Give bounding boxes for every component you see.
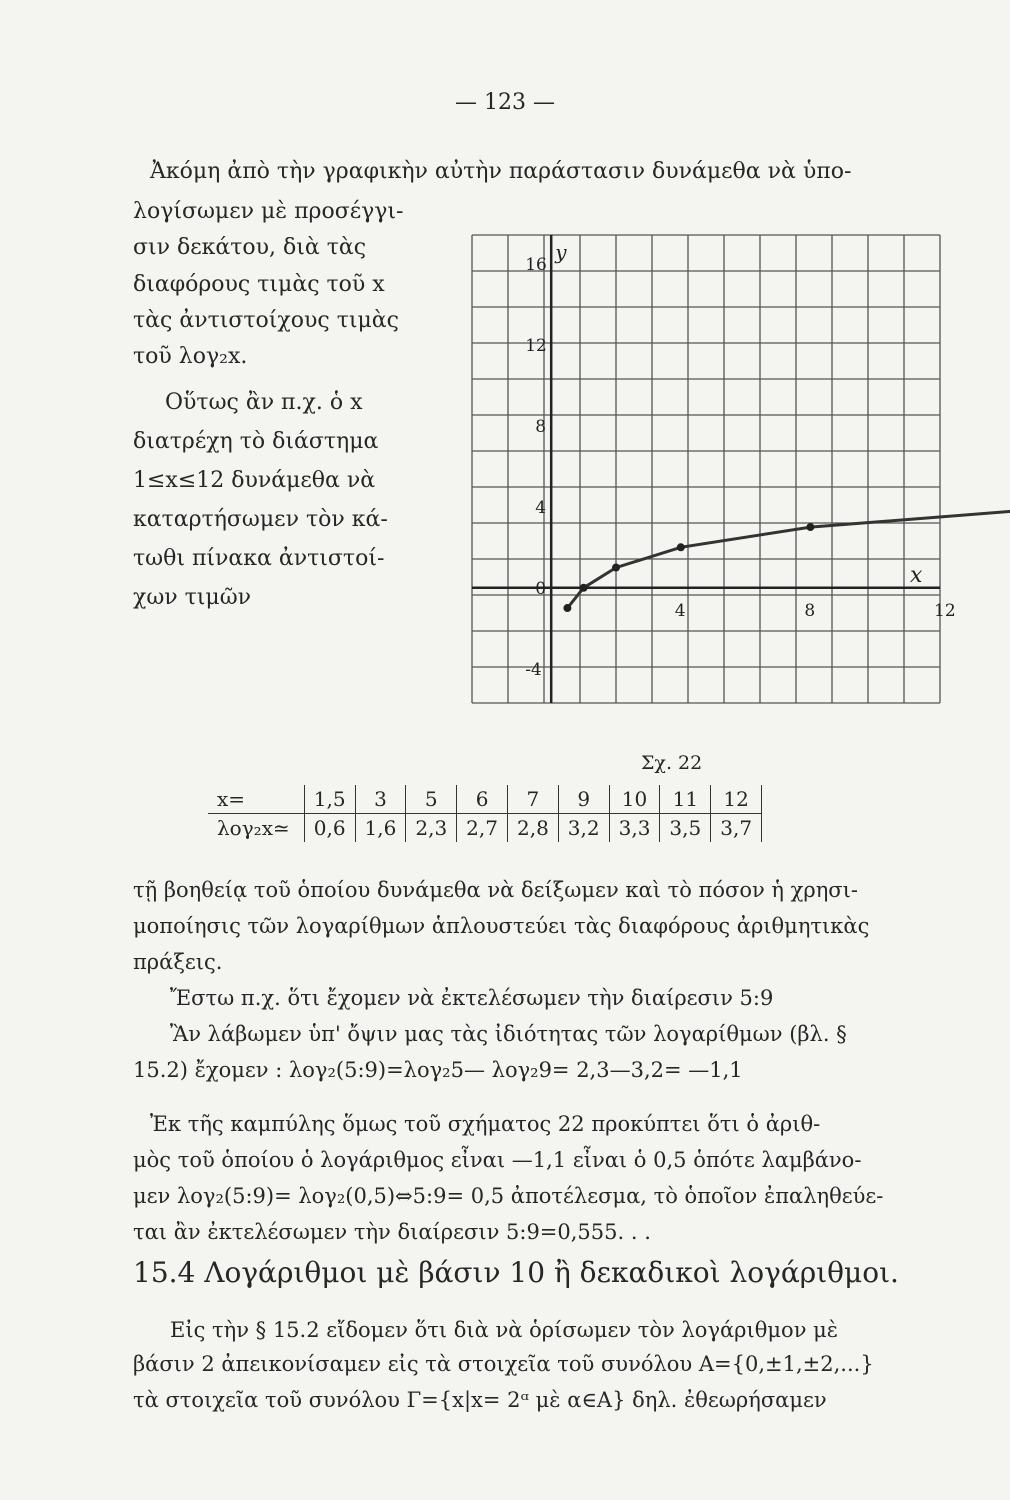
left-text-line: 1≤x≤12 δυνάμεθα νὰ xyxy=(133,468,376,493)
curve-point xyxy=(563,604,571,612)
x-tick-label: 12 xyxy=(934,600,956,621)
x-tick-label: 8 xyxy=(804,600,816,621)
body-line: τῇ βοηθείᾳ τοῦ ὁποίου δυνάμεθα νὰ δείξωμεν καὶ τὸ πόσον ἡ χρησι- xyxy=(133,878,858,902)
table-cell: 5 xyxy=(406,785,457,814)
left-text-line: τοῦ λογ₂x. xyxy=(133,344,248,369)
table-cell: 3,7 xyxy=(711,814,762,843)
y-tick-label: -4 xyxy=(525,659,542,680)
table-cell: 2,3 xyxy=(406,814,457,843)
left-text-line: τὰς ἀντιστοίχους τιμὰς xyxy=(133,308,399,333)
page-number: — 123 — xyxy=(455,90,555,115)
table-cell: 9 xyxy=(558,785,609,814)
table-cell: 6 xyxy=(457,785,508,814)
y-tick-label: 8 xyxy=(535,416,547,437)
left-text-line: χων τιμῶν xyxy=(133,585,252,610)
logarithm-graph xyxy=(462,225,956,725)
figure-caption: Σχ. 22 xyxy=(641,752,703,774)
row-label-log: λογ₂x≃ xyxy=(217,816,290,840)
table-cell: 2,8 xyxy=(507,814,558,843)
table-cell: 10 xyxy=(609,785,660,814)
curve-point xyxy=(580,584,588,592)
left-text-line: σιν δεκάτου, διὰ τὰς xyxy=(133,235,367,260)
y-tick-label: 4 xyxy=(535,497,547,518)
table-cell: 3,5 xyxy=(660,814,711,843)
table-row-x xyxy=(208,785,762,814)
table-cell: 0,6 xyxy=(304,814,355,843)
left-text-line: διατρέχη τὸ διάστημα xyxy=(133,429,379,454)
left-text-line: λογίσωμεν μὲ προσέγγι- xyxy=(133,199,404,224)
body-line: μεν λογ₂(5:9)= λογ₂(0,5)⇔5:9= 0,5 ἀποτέλεσμα, τὸ ὁποῖον ἐπαληθεύε- xyxy=(133,1184,884,1208)
body-line: πράξεις. xyxy=(133,950,223,974)
intro-line: Ἀκόμη ἀπὸ τὴν γραφικὴν αὐτὴν παράστασιν δυνάμεθα νὰ ὑπο- xyxy=(150,159,852,184)
table-cell: 3 xyxy=(355,785,406,814)
table-cell: 3,3 xyxy=(609,814,660,843)
curve-points xyxy=(563,503,1010,612)
x-tick-label: 4 xyxy=(674,600,686,621)
body-line: μὸς τοῦ ὁποίου ὁ λογάριθμος εἶναι —1,1 εἶναι ὁ 0,5 ὁπότε λαμβάνο- xyxy=(133,1148,862,1172)
curve-point xyxy=(806,523,814,531)
body-line: βάσιν 2 ἀπεικονίσαμεν εἰς τὰ στοιχεῖα τοῦ συνόλου Α={0,±1,±2,...} xyxy=(133,1352,874,1376)
body-line: τὰ στοιχεῖα τοῦ συνόλου Γ={x|x= 2ᵅ μὲ α∈Α} δηλ. ἐθεωρήσαμεν xyxy=(133,1388,827,1412)
body-line: Εἰς τὴν § 15.2 εἴδομεν ὅτι διὰ νὰ ὁρίσωμεν τὸν λογάριθμον μὲ xyxy=(170,1318,839,1342)
curve-point xyxy=(677,543,685,551)
section-heading: 15.4 Λογάριθμοι μὲ βάσιν 10 ἢ δεκαδικοὶ λογάριθμοι. xyxy=(133,1256,899,1289)
graph-axes xyxy=(472,235,940,703)
y-tick-label: 12 xyxy=(525,335,547,356)
log-curve xyxy=(567,507,1010,608)
row-label-x: x= xyxy=(208,785,304,814)
body-line: 15.2) ἔχομεν : λογ₂(5:9)=λογ₂5— λογ₂9= 2,3—3,2= —1,1 xyxy=(133,1058,743,1082)
y-axis-label: y xyxy=(555,240,567,264)
table-cell: 1,5 xyxy=(304,785,355,814)
table-cell: 11 xyxy=(660,785,711,814)
body-line: μοποίησις τῶν λογαρίθμων ἁπλουστεύει τὰς διαφόρους ἀριθμητικὰς xyxy=(133,914,870,938)
y-tick-label: 0 xyxy=(535,578,547,599)
table-cell: 12 xyxy=(711,785,762,814)
body-line: Ἔστω π.χ. ὅτι ἔχομεν νὰ ἐκτελέσωμεν τὴν διαίρεσιν 5:9 xyxy=(170,986,774,1010)
table-cell: 1,6 xyxy=(355,814,406,843)
body-line: Ἐκ τῆς καμπύλης ὅμως τοῦ σχήματος 22 προκύπτει ὅτι ὁ ἀριθ- xyxy=(150,1112,821,1136)
left-text-line: Οὕτως ἂν π.χ. ὁ x xyxy=(165,390,363,415)
x-axis-label: x xyxy=(910,562,923,588)
table-cell: 2,7 xyxy=(457,814,508,843)
graph-ticks xyxy=(525,255,1010,680)
body-line: ται ἂν ἐκτελέσωμεν τὴν διαίρεσιν 5:9=0,555. . . xyxy=(133,1220,651,1244)
y-tick-label: 16 xyxy=(525,254,547,275)
table-cell: 7 xyxy=(507,785,558,814)
graph-grid xyxy=(472,235,940,703)
curve-point xyxy=(612,564,620,572)
left-text-line: τωθι πίνακα ἀντιστοί- xyxy=(133,546,385,571)
values-table xyxy=(208,785,762,842)
left-text-line: καταρτήσωμεν τὸν κά- xyxy=(133,507,388,532)
body-line: Ἂν λάβωμεν ὑπ' ὄψιν μας τὰς ἰδιότητας τῶν λογαρίθμων (βλ. § xyxy=(170,1022,847,1046)
table-cell: 3,2 xyxy=(558,814,609,843)
table-row-log xyxy=(208,814,762,843)
left-text-line: διαφόρους τιμὰς τοῦ x xyxy=(133,272,385,297)
